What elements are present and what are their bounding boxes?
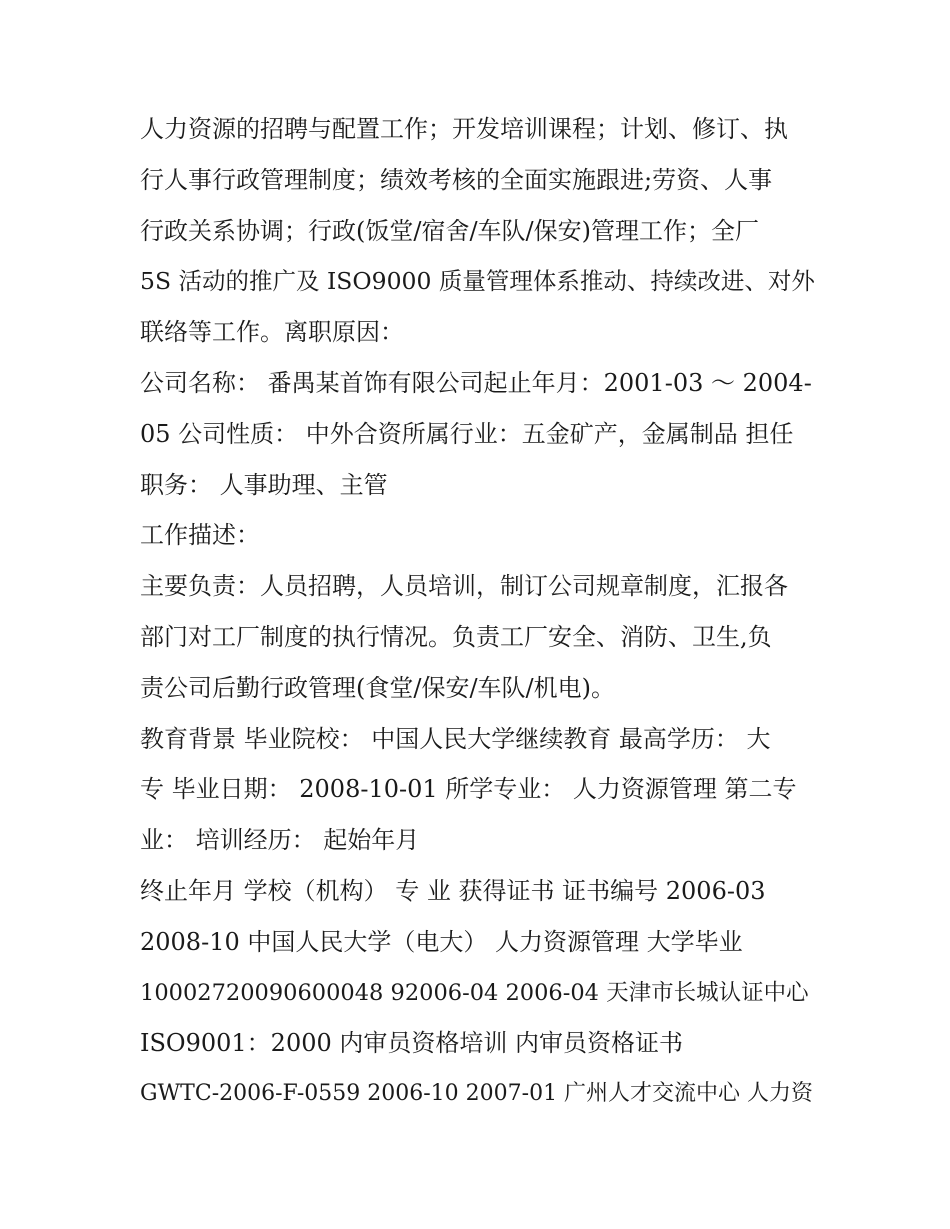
text-line: 主要负责：人员招聘，人员培训，制订公司规章制度，汇报各 [140, 572, 788, 601]
text-line: 05 公司性质： 中外合资所属行业：五金矿产，金属制品 担任 [140, 419, 794, 448]
text-line: 业： 培训经历： 起始年月 [140, 826, 420, 855]
text-line: 职务： 人事助理、主管 [140, 470, 388, 499]
text-line: 人力资源的招聘与配置工作；开发培训课程；计划、修订、执 [140, 115, 788, 143]
text-line: GWTC-2006-F-0559 2006-10 2007-01 广州人才交流中心 人力资 [140, 1081, 814, 1107]
text-line: 公司名称： 番禺某首饰有限公司起止年月：2001-03 ～ 2004- [140, 368, 812, 397]
text-line: 行人事行政管理制度；绩效考核的全面实施跟进;劳资、人事 [140, 165, 773, 194]
text-line: 专 毕业日期： 2008-10-01 所学专业： 人力资源管理 第二专 [140, 775, 797, 804]
text-line: 联络等工作。离职原因： [140, 318, 404, 347]
text-line: 10002720090600048 92006-04 2006-04 天津市长城认证中心 [140, 979, 809, 1006]
text-line: 教育背景 毕业院校： 中国人民大学继续教育 最高学历： 大 [140, 724, 771, 753]
text-line: ISO9001：2000 内审员资格培训 内审员资格证书 [140, 1029, 684, 1058]
text-line: 2008-10 中国人民大学（电大） 人力资源管理 大学毕业 [140, 927, 743, 956]
text-line: 责公司后勤行政管理(食堂/保安/车队/机电)。 [140, 673, 615, 702]
document-body [140, 104, 820, 1120]
text-line: 行政关系协调；行政(饭堂/宿舍/车队/保安)管理工作；全厂 [140, 216, 759, 245]
text-line: 终止年月 学校（机构） 专 业 获得证书 证书编号 2006-03 [140, 876, 766, 905]
text-line: 部门对工厂制度的执行情况。负责工厂安全、消防、卫生,负 [140, 622, 772, 651]
text-line: 工作描述： [140, 521, 260, 550]
text-line: 5S 活动的推广及 ISO9000 质量管理体系推动、持续改进、对外 [140, 267, 815, 296]
